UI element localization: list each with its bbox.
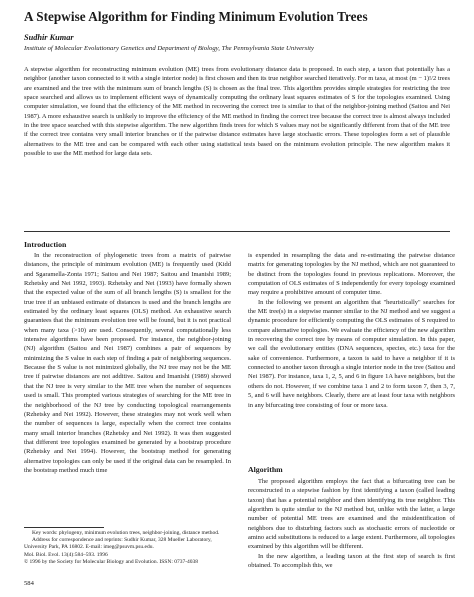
right-column-algorithm — [248, 477, 455, 574]
intro-paragraph: In the reconstruction of phylogenetic trees from a matrix of pairwise distances, the principle of minimum evolution (ME) is frequently used (Kidd and Sgaramella-Zonta 1971; Saitou and Nei 1987; Saitou and Imanishi 1989; Rzhetsky and Nei 1992, 1993). Rzhetsky and Nei (1993) have formally shown that the expected value of the sum of all branch lengths (S) is smallest for the true tree if an unbiased estimate of distances is used and the branch lengths are estimated by the ordinary least squares (OLS) method. An exhaustive search guarantees that the minimum evolution tree will be found, but it is not practical when many taxa (>10) are used. Consequently, several computationally less intensive algorithms have been proposed. For instance, the neighbor-joining (NJ) algorithm (Saitou and Nei 1987) combines a pair of sequences by minimizing the S value in each step of finding a pair of neighboring sequences. Because the S value is not minimized globally, the NJ tree may not be the ME tree if pairwise distances are not additive. Saitou and Imanishi (1989) showed that the NJ tree is very similar to the ME tree when the number of sequences used is small. This prompted various strategies of searching for the ME tree in the neighborhood of the NJ tree by conducting topological rearrangements (Rzhetsky and Nei 1992). However, these strategies may not work well when the number of sequences is large, especially when the correct tree contains many small interior branches (Rzhetsky and Nei 1992). It was then suggested that different tree topologies examined be generated by a bootstrap procedure (Rzhetsky and Nei 1994). However, the bootstrap method for generating alternative topologies can only be used if the original data can be resampled. In the bootstrap method much time — [24, 252, 231, 474]
footnote-address: Address for correspondence and reprints: Sudhir Kumar, 328 Mueller Laboratory, University Park, PA 16802. E-mail: imeg@psuvm.psu.edu. — [24, 537, 212, 551]
intro-paragraph: In the following we present an algorithm that "heuristically" searches for the ME tree(s) in a stepwise manner similar to the NJ method and we suggest a dynamic procedure for efficiently computing the OLS estimates of S required to compare alternative topologies. We evaluate the efficiency of the new algorithm in recovering the correct tree by means of computer simulation. In this paper, we call the evolutionary entities (DNA sequences, species, etc.) taxa for the sake of convenience. Furthermore, a taxon is said to have a neighbor if it is connected to another taxon through a single interior node in the tree (Saitou and Nei 1987). For instance, taxa 1, 2, 5, and 6 in figure 1A have neighbors, but the others do not. However, if we combine taxa 1 and 2 to form taxon 7, then 3, 7, 5, and 6 will have neighbors. Clearly, there are at least four taxa with neighbors in any bifurcating tree consisting of four or more taxa. — [248, 298, 455, 409]
intro-paragraph-continued: is expended in resampling the data and re-estimating the pairwise distance matrix for generating topologies by the NJ method, which are not guaranteed to be distinct from the topologies found in previous replications. Moreover, the computation of OLS estimates of S independently for every topology examined may require a prohibitive amount of computer time. — [248, 252, 455, 297]
paper-title: A Stepwise Algorithm for Finding Minimum Evolution Trees — [24, 9, 368, 24]
author-affiliation: Institute of Molecular Evolutionary Genetics and Department of Biology, The Pennsylvania State University — [24, 45, 314, 52]
footnote-copyright: © 1996 by the Society for Molecular Biology and Evolution. ISSN: 0737-4038 — [24, 558, 199, 565]
section-heading-introduction: Introduction — [24, 240, 67, 249]
footnote-journal: Mol. Biol. Evol. 13(4):584–593. 1996 — [24, 551, 108, 558]
algorithm-paragraph: The proposed algorithm employs the fact that a bifurcating tree can be reconstructed in a stepwise fashion by first identifying a taxon (called leading taxon) that has a potential neighbor and then identifying its true neighbor. This algorithm is quite similar to the NJ method but, unlike with the latter, a large number of potential ME trees are examined and the misidentification of neighbors due to disturbing factors such as stochastic errors of nucleotide or amino acid substitutions is reduced to a large extent. Furthermore, all topologies examined by this algorithm will be different. — [248, 478, 455, 551]
footnote-divider — [24, 527, 104, 528]
abstract-divider — [24, 231, 450, 232]
author-name: Sudhir Kumar — [24, 33, 74, 42]
right-column-top — [248, 251, 455, 462]
footnote-keywords: Key words: phylogeny, minimum evolution trees, neighbor-joining, distance method. — [32, 530, 220, 536]
algorithm-paragraph: In the new algorithm, a leading taxon at the first step of search is first obtained. To accomplish this, we — [248, 552, 455, 570]
section-heading-algorithm: Algorithm — [248, 465, 283, 474]
page-number: 584 — [24, 580, 34, 587]
abstract: A stepwise algorithm for reconstructing minimum evolution (ME) trees from evolutionary distance data is proposed. In each step, a taxon that potentially has a neighbor (another taxon connected to it with a single interior node) is first chosen and then its true neighbor searched iteratively. For m taxa, at most (m − 1)!/2 trees are examined and the tree with the minimum sum of branch lengths (S) is chosen as the final tree. This algorithm provides simple strategies for restricting the tree space searched and allows us to implement efficient ways of dynamically computing the ordinary least squares estimates of S for the topologies examined. Using computer simulation, we found that the efficiency of the ME method in recovering the correct tree is similar to that of the neighbor-joining method (Saitou and Nei 1987). A more exhaustive search is unlikely to improve the efficiency of the ME method in finding the correct tree because the correct tree is almost always included in the tree space searched with this stepwise algorithm. The new algorithm finds trees for which S values may not be significantly different from that of the ME tree if the correct tree contains very small interior branches or if the pairwise distance estimates have large stochastic errors. These topologies form a set of plausible alternatives to the ME tree and can be compared with each other using statistical tests based on the minimum evolution principle. The new algorithm makes it possible to use the ME method for large data sets. — [24, 66, 450, 158]
left-column — [24, 251, 231, 523]
footnotes — [24, 530, 231, 580]
